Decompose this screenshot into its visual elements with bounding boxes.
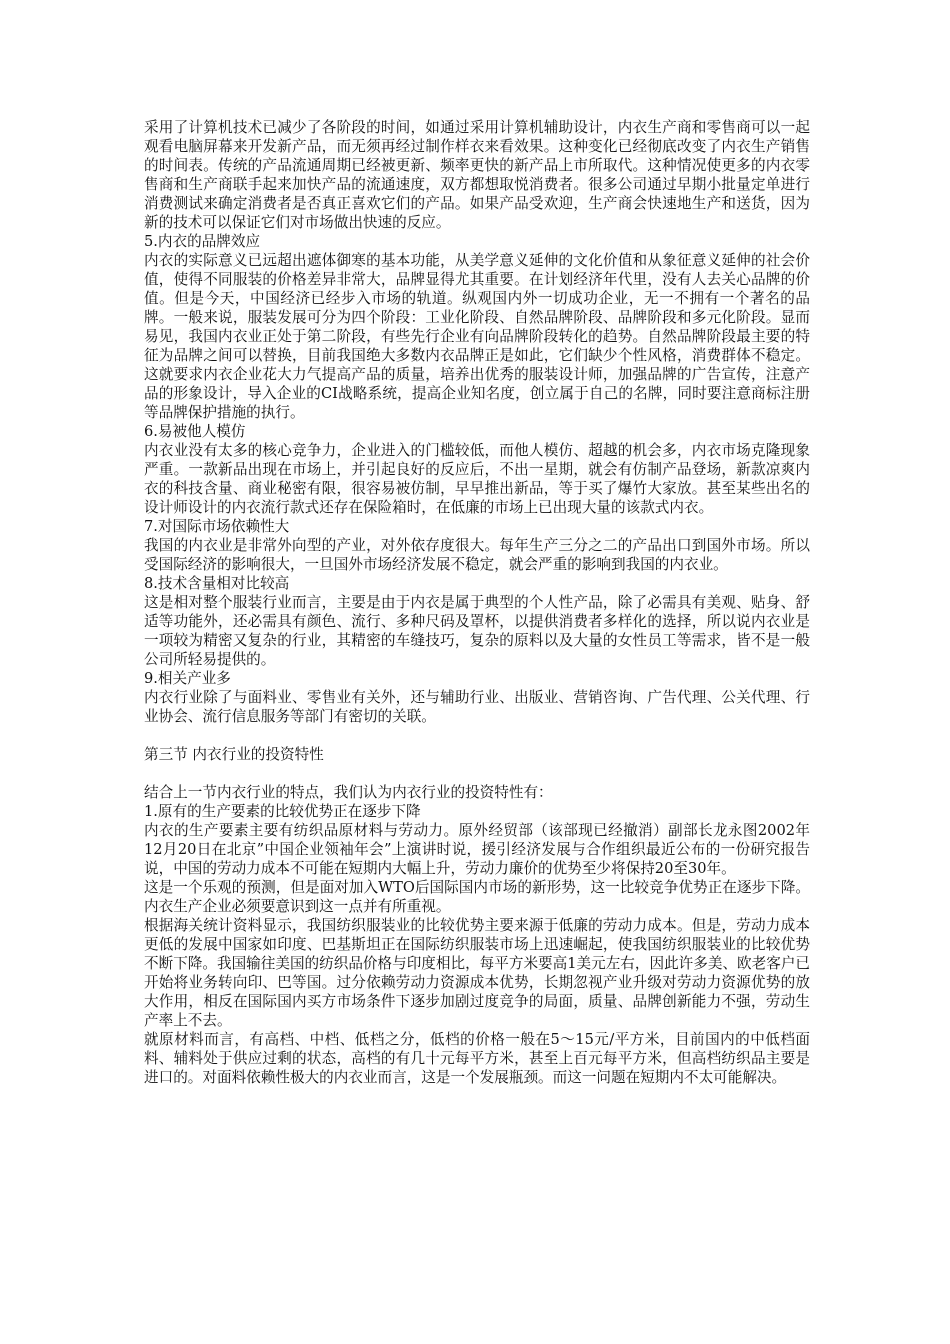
paragraph-brand-effect: 内衣的实际意义已远超出遮体御寒的基本功能，从美学意义延伸的文化价值和从象征意义延伸的社会价值，使得不同服装的价格差异非常大，品牌显得尤其重要。在计划经济年代里，没有人去关心品牌的价值。但是今天，中国经济已经步入市场的轨道。纵观国内外一切成功企业，无一不拥有一个著名的品牌。一般来说，服装发展可分为四个阶段：工业化阶段、自然品牌阶段、品牌阶段和多元化阶段。显而易见，我国内衣业正处于第二阶段，有些先行企业有向品牌阶段转化的趋势。自然品牌阶段最主要的特征为品牌之间可以替换，目前我国绝大多数内衣品牌正是如此，它们缺少个性风格，消费群体不稳定。这就要求内衣企业花大力气提高产品的质量，培养出优秀的服装设计师，加强品牌的广告宣传，注意产品的形象设计，导入企业的CI战略系统，提高企业知名度，创立属于自己的名牌，同时要注意商标注册等品牌保护措施的执行。 <box>144 252 810 421</box>
paragraph-customs-statistics: 根据海关统计资料显示，我国纺织服装业的比较优势主要来源于低廉的劳动力成本。但是，劳动力成本更低的发展中国家如印度、巴基斯坦正在国际纺织服装市场上迅速崛起，使我国纺织服装业的比较优势不断下降。我国输往美国的纺织品价格与印度相比，每平方米要高1美元左右，因此许多美、欧老客户已开始将业务转向印、巴等国。过分依赖劳动力资源成本优势，长期忽视产业升级对劳动力资源优势的放大作用，相反在国际国内买方市场条件下逐步加剧过度竞争的局面，质量、品牌创新能力不强，劳动生产率上不去。 <box>144 917 811 1029</box>
paragraph-intro: 结合上一节内衣行业的特点，我们认为内衣行业的投资特性有： <box>144 784 553 801</box>
heading-factor-advantage: 1.原有的生产要素的比较优势正在逐步下降 <box>144 803 421 820</box>
heading-brand-effect: 5.内衣的品牌效应 <box>144 233 261 250</box>
paragraph-raw-materials: 就原材料而言，有高档、中档、低档之分，低档的价格一般在5～15元/平方米，目前国内的中低档面料、辅料处于供应过剩的状态，高档的有几十元每平方米，甚至上百元每平方米，但高档纺织品主要是进口的。对面料依赖性极大的内衣业而言，这是一个发展瓶颈。而这一问题在短期内不太可能解决。 <box>144 1031 810 1086</box>
heading-tech-content: 8.技术含量相对比较高 <box>144 575 290 592</box>
paragraph-tech-content: 这是相对整个服装行业而言，主要是由于内衣是属于典型的个人性产品，除了必需具有美观、贴身、舒适等功能外，还必需具有颜色、流行、多种尺码及罩杯，以提供消费者多样化的选择，所以说内衣业是一项较为精密又复杂的行业，其精密的车缝技巧，复杂的原料以及大量的女性员工等需求，皆不是一般公司所轻易提供的。 <box>144 594 810 668</box>
spacer <box>144 764 810 783</box>
spacer <box>144 726 810 745</box>
paragraph-easy-imitation: 内衣业没有太多的核心竞争力，企业进入的门槛较低，而他人模仿、超越的机会多，内衣市场克隆现象严重。一款新品出现在市场上，并引起良好的反应后，不出一星期，就会有仿制产品登场，新款凉爽内衣的科技含量、商业秘密有限，很容易被仿制，早早推出新品，等于买了爆竹大家放。甚至某些出名的设计师设计的内衣流行款式还存在保险箱时，在低廉的市场上已出现大量的该款式内衣。 <box>144 442 810 516</box>
document-page <box>144 118 810 1087</box>
paragraph-factor-inputs: 内衣的生产要素主要有纺织品原材料与劳动力。原外经贸部（该部现已经撤消）副部长龙永图2002年12月20日在北京”中国企业领袖年会”上演讲时说，援引经济发展与合作组织最近公布的一份研究报告说，中国的劳动力成本不可能在短期内大幅上升，劳动力廉价的优势至少将保持20至30年。 <box>144 822 810 877</box>
heading-international-dependence: 7.对国际市场依赖性大 <box>144 518 290 535</box>
heading-easy-imitation: 6.易被他人模仿 <box>144 423 246 440</box>
paragraph-international-dependence: 我国的内衣业是非常外向型的产业，对外依存度很大。每年生产三分之二的产品出口到国外市场。所以受国际经济的影响很大，一旦国外市场经济发展不稳定，就会严重的影响到我国的内衣业。 <box>144 537 810 573</box>
heading-related-industries: 9.相关产业多 <box>144 670 231 687</box>
paragraph-tech-speed: 采用了计算机技术已减少了各阶段的时间，如通过采用计算机辅助设计，内衣生产商和零售商可以一起观看电脑屏幕来开发新产品，而无须再经过制作样衣来看效果。这种变化已经彻底改变了内衣生产销售的时间表。传统的产品流通周期已经被更新、频率更快的新产品上市所取代。这种情况使更多的内衣零售商和生产商联手起来加快产品的流通速度，双方都想取悦消费者。很多公司通过早期小批量定单进行消费测试来确定消费者是否真正喜欢它们的产品。如果产品受欢迎，生产商会快速地生产和送货，因为新的技术可以保证它们对市场做出快速的反应。 <box>144 119 810 231</box>
paragraph-optimistic-forecast: 这是一个乐观的预测，但是面对加入WTO后国际国内市场的新形势，这一比较竞争优势正在逐步下降。内衣生产企业必须要意识到这一点并有所重视。 <box>144 879 810 915</box>
paragraph-related-industries: 内衣行业除了与面料业、零售业有关外，还与辅助行业、出版业、营销咨询、广告代理、公关代理、行业协会、流行信息服务等部门有密切的关联。 <box>144 689 810 725</box>
section-title: 第三节 内衣行业的投资特性 <box>144 746 324 763</box>
